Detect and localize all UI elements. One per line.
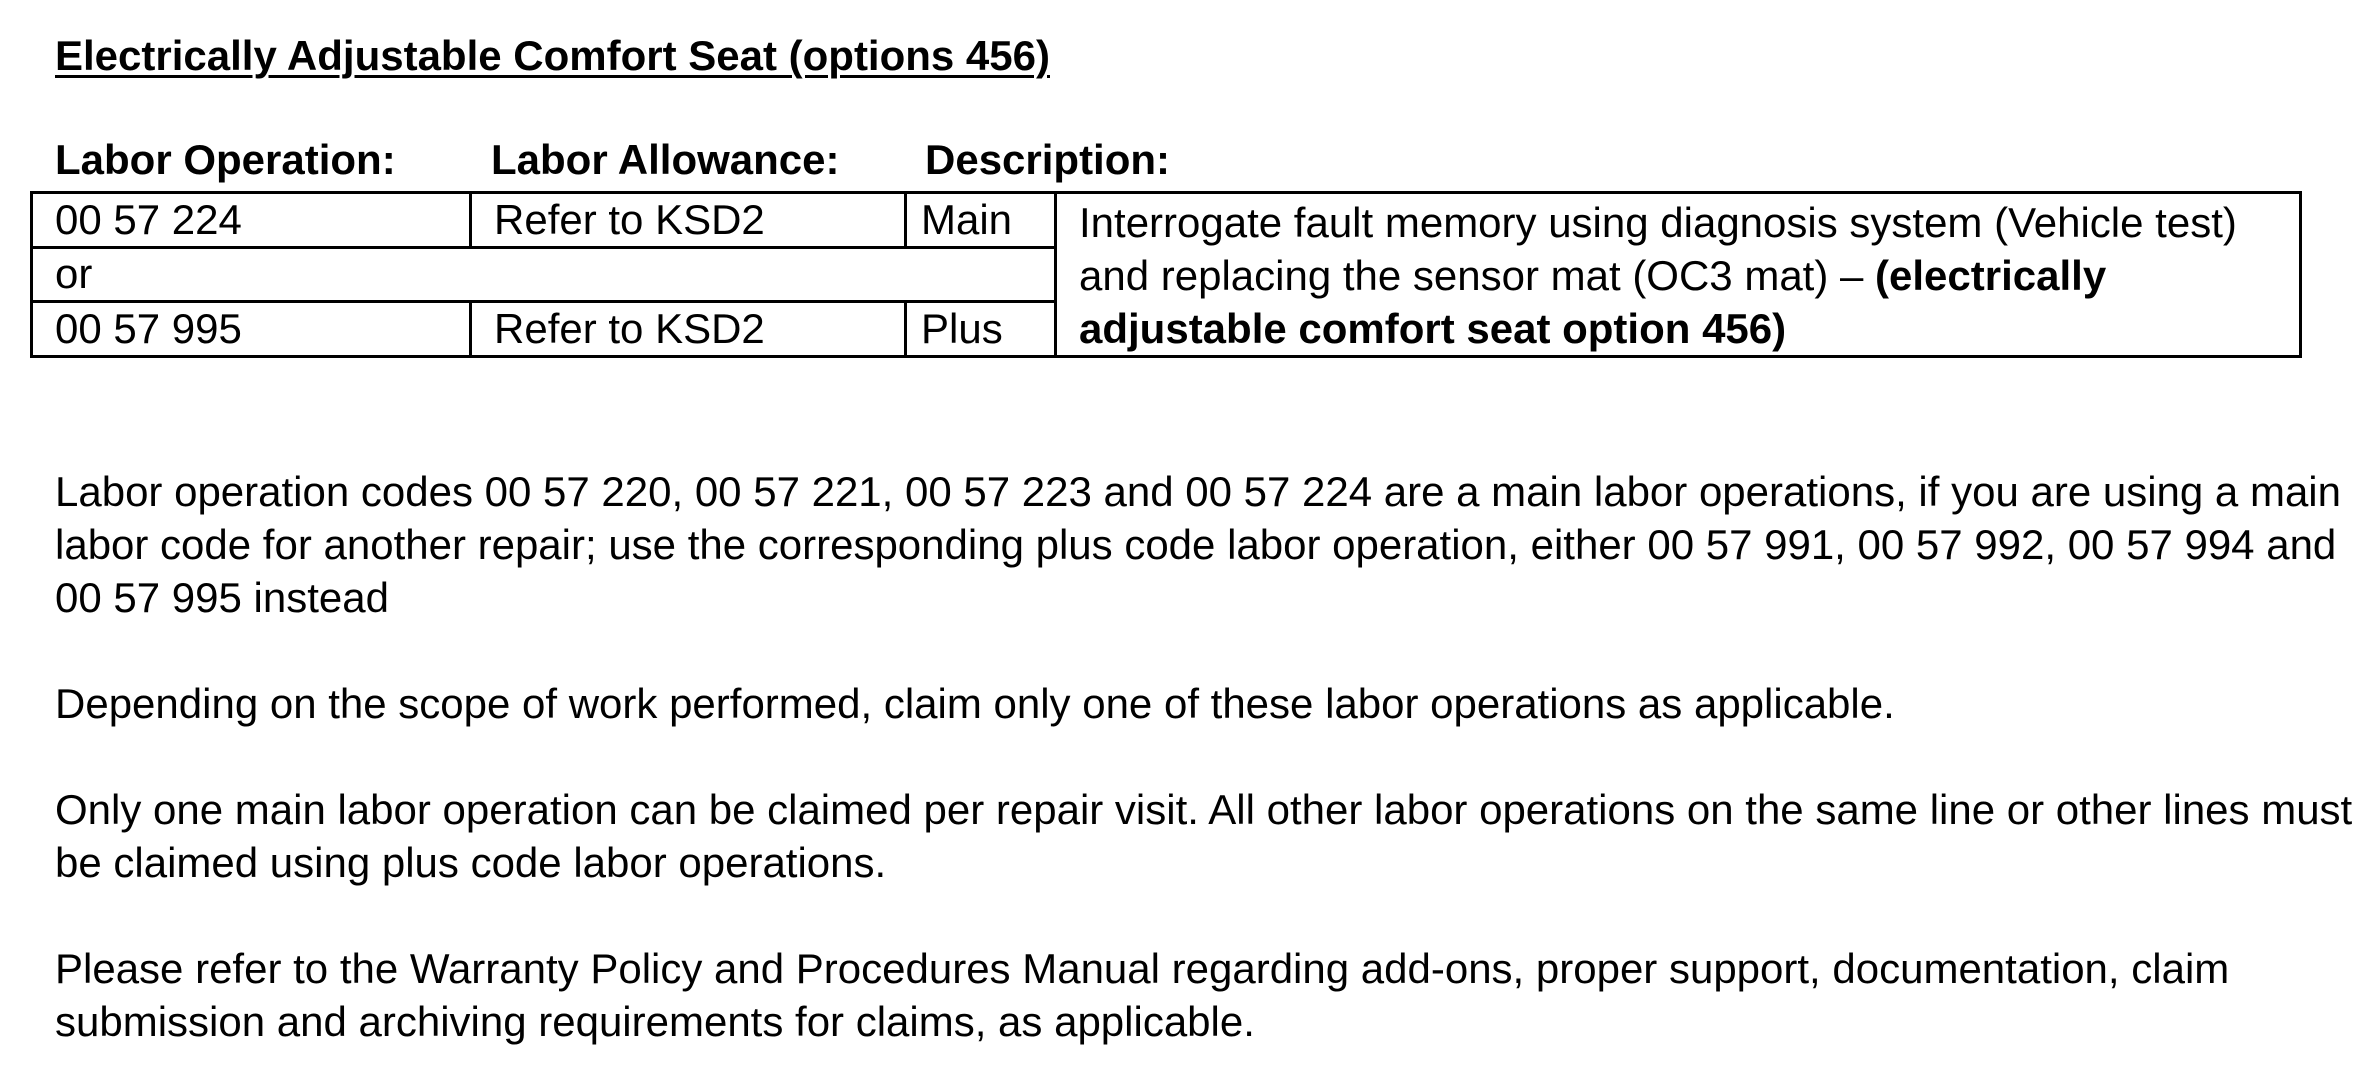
table-row: [32, 193, 2301, 248]
labor-code-cell: 00 57 995: [32, 302, 471, 357]
labor-code-cell: 00 57 224: [32, 193, 471, 248]
labor-type-cell: Main: [906, 193, 1056, 248]
header-description: Description:: [925, 136, 1171, 183]
description-cell: [1056, 193, 2301, 357]
labor-allowance-cell: Refer to KSD2: [471, 302, 906, 357]
or-connector-cell: or: [32, 247, 1056, 302]
paragraph-scope-of-work: Depending on the scope of work performed, claim only one of these labor operations as applicable.: [55, 680, 1895, 727]
description-bold-text: (electrically adjustable comfort seat option 456): [1079, 252, 2107, 352]
header-labor-operation: Labor Operation:: [55, 136, 396, 183]
document-title: Electrically Adjustable Comfort Seat (options 456): [55, 32, 1050, 79]
paragraph-main-labor-codes: Labor operation codes 00 57 220, 00 57 221, 00 57 223 and 00 57 224 are a main labor operations, if you are using a main labor code for another repair; use the corresponding plus code labor operation, either 00 57 991, 00 57 992, 00 57 994 and 00 57 995 instead: [55, 468, 2341, 621]
labor-operations-table: [30, 191, 2302, 358]
labor-type-cell: Plus: [906, 302, 1056, 357]
paragraph-warranty-policy: Please refer to the Warranty Policy and Procedures Manual regarding add-ons, proper support, documentation, claim submission and archiving requirements for claims, as applicable.: [55, 945, 2230, 1045]
labor-allowance-cell: Refer to KSD2: [471, 193, 906, 248]
description-text: Interrogate fault memory using diagnosis system (Vehicle test) and replacing the sensor mat (OC3 mat) –: [1079, 199, 2237, 299]
paragraph-one-main-operation: Only one main labor operation can be claimed per repair visit. All other labor operations on the same line or other lines must be claimed using plus code labor operations.: [55, 786, 2353, 886]
header-labor-allowance: Labor Allowance:: [491, 136, 840, 183]
